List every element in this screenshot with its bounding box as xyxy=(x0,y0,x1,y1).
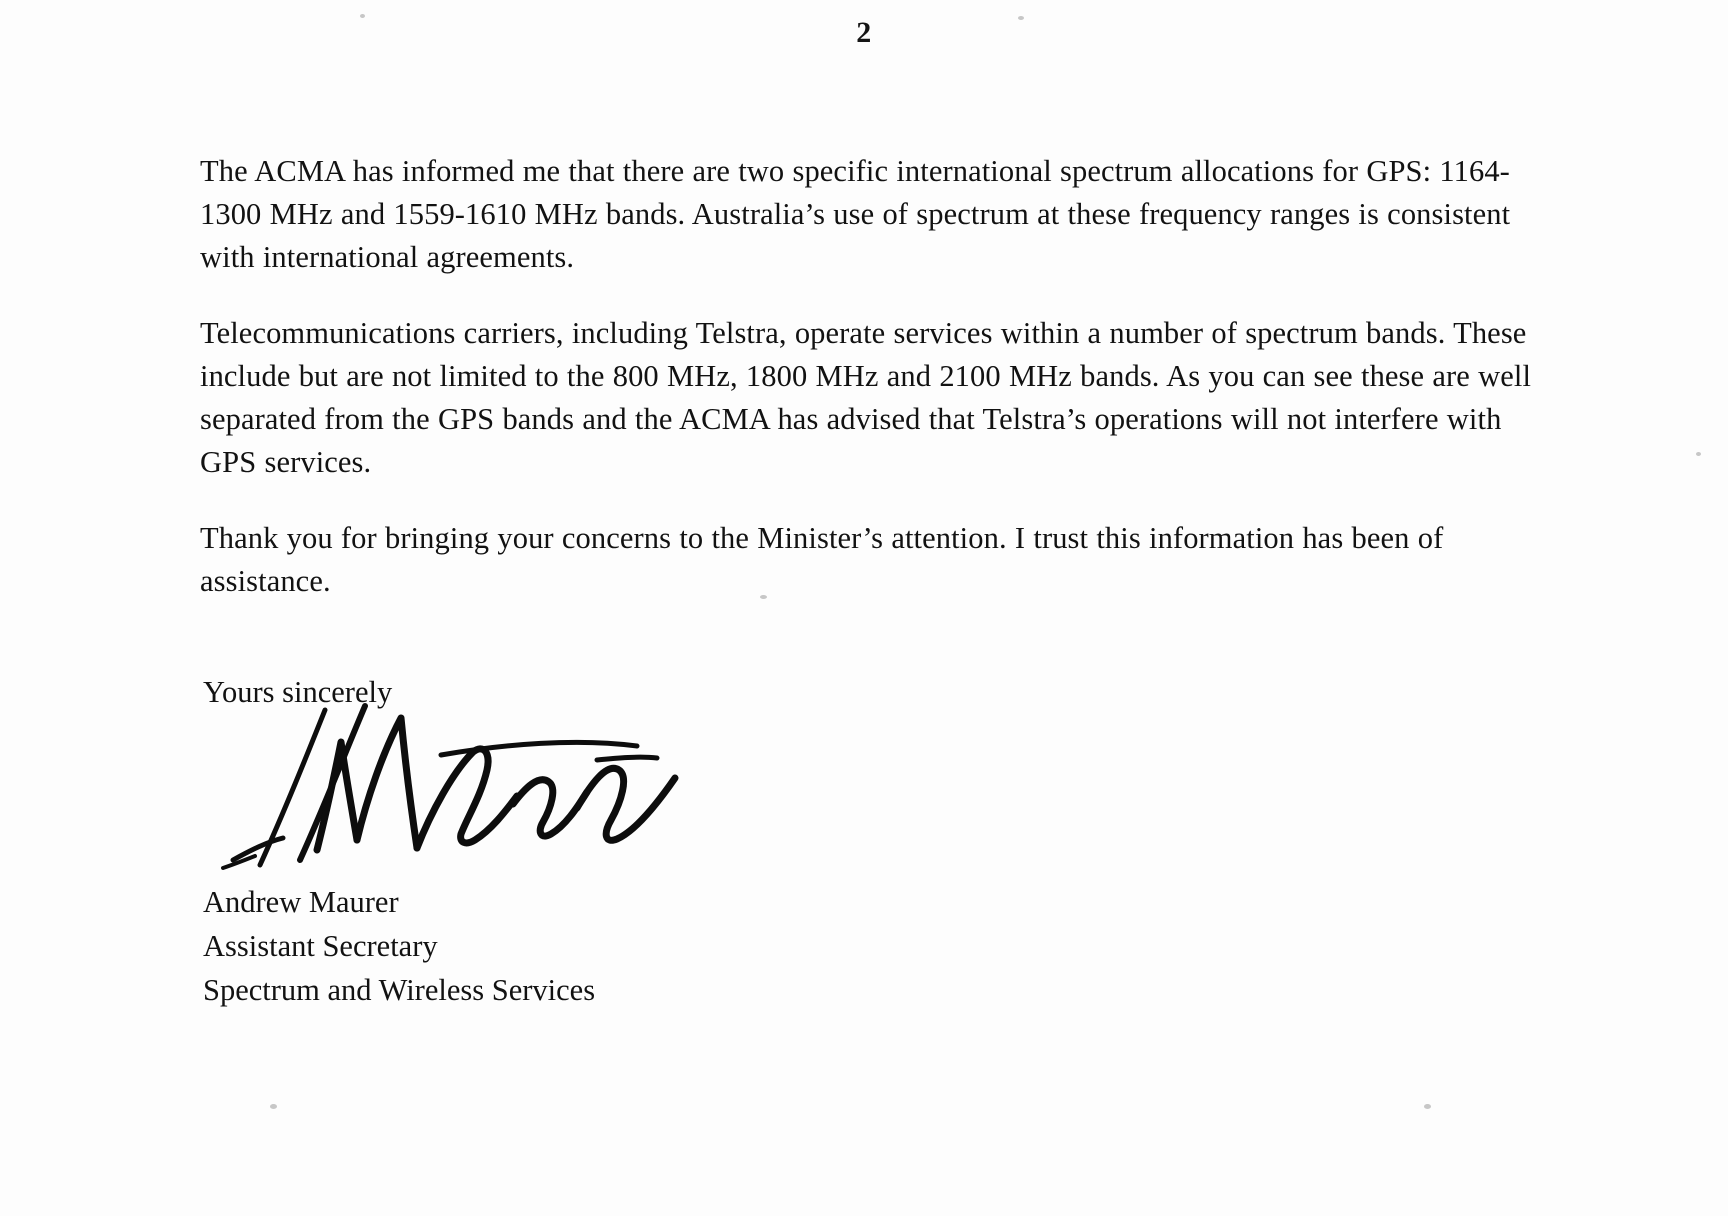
scan-speckle xyxy=(1018,16,1024,20)
paragraph-2: Telecommunications carriers, including Telstra, operate services within a number of spectrum bands. These include but are not limited to the 800 MHz, 1800 MHz and 2100 MHz bands. As you can see these are well separated from the GPS bands and the ACMA has advised that Telstra’s operations will not interfere with GPS services. xyxy=(200,316,1532,479)
closing-salutation: Yours sincerely xyxy=(203,675,393,709)
scan-speckle xyxy=(1696,452,1701,456)
page-number: 2 xyxy=(856,16,872,49)
letter-body xyxy=(200,150,1550,603)
scan-speckle xyxy=(760,595,767,599)
paragraph-1: The ACMA has informed me that there are two specific international spectrum allocations for GPS: 1164-1300 MHz and 1559-1610 MHz bands. Australia’s use of spectrum at these frequency ranges is consistent with international agreements. xyxy=(200,154,1511,274)
signer-name: Andrew Maurer xyxy=(203,885,399,919)
scan-speckle xyxy=(360,14,365,18)
signer-division: Spectrum and Wireless Services xyxy=(203,973,596,1007)
paragraph-3: Thank you for bringing your concerns to the Minister’s attention. I trust this information has been of assistance. xyxy=(200,521,1444,598)
handwritten-signature-icon xyxy=(205,700,725,880)
scan-speckle xyxy=(1424,1104,1431,1109)
signature-block xyxy=(203,880,595,1012)
signer-title: Assistant Secretary xyxy=(203,929,438,963)
scan-speckle xyxy=(270,1104,277,1109)
